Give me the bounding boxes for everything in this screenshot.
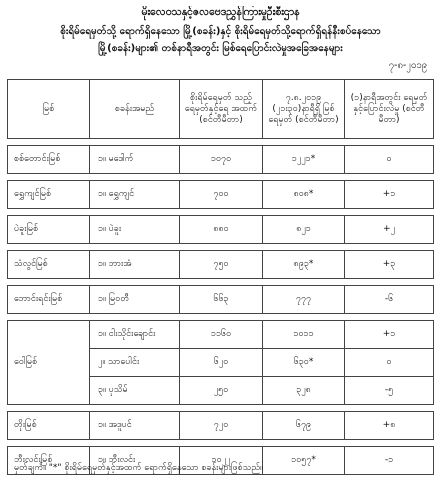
water-level-value: ၈၀၈* — [263, 181, 345, 209]
river-name: ဝေါမြစ် — [8, 321, 90, 405]
danger-level-value: ၇၅၀ — [180, 251, 263, 279]
river-name: ဘီးလင်းမြစ် — [8, 447, 90, 475]
col-header-station: စခန်းအမည် — [90, 80, 180, 139]
water-level-value: ၁၀၅၇* — [263, 447, 345, 475]
header-line-1: မိုးလေဝသနှင့်ဇလဗေဒညွှန်ကြားမှုဦးစီးဌာန — [141, 6, 300, 18]
station-name: ၂။ သာပေါင်း — [90, 349, 180, 377]
station-name: ၁။ ပဲခူး — [90, 216, 180, 244]
water-level-value: ၆၃၀* — [263, 349, 345, 377]
table-row — [8, 286, 434, 314]
col-header-river: မြစ် — [8, 80, 90, 139]
hourly-change-value: +၁ — [345, 321, 434, 349]
danger-level-value: ၆၂၀ — [180, 349, 263, 377]
water-level-value: ၈၉၃* — [263, 251, 345, 279]
station-name: ၁။ ရွှေကျင် — [90, 181, 180, 209]
danger-level-value: ၂၅၀ — [180, 377, 263, 405]
row-spacer — [8, 405, 434, 412]
row-spacer — [8, 139, 434, 146]
report-date: ၇-၈-၂၀၁၉ — [388, 60, 427, 71]
spacer-cell — [8, 440, 434, 447]
danger-level-value: ၁၁၆၀ — [180, 321, 263, 349]
table-header-row — [8, 80, 434, 139]
footnote: မှတ်ချက်။ "*" စိုးရိမ်ရေမှတ်နှင့်အထက် ရောက်ရှိနေသော စခန်းများဖြစ်သည်။ — [14, 463, 263, 473]
station-name: ၃။ ပုသိမ် — [90, 377, 180, 405]
row-spacer — [8, 279, 434, 286]
table-row — [8, 412, 434, 440]
spacer-cell — [8, 314, 434, 321]
station-name: ၁။ အဒူပင် — [90, 412, 180, 440]
river-name: ပဲခူးမြစ် — [8, 216, 90, 244]
river-name: သံလွင်မြစ် — [8, 251, 90, 279]
col-header-danger-level: စိုးရိမ်ရေမှတ် သည့်ရေမှတ်နှင့်ရေ အထက် (စင်တီမီတာ) — [180, 80, 263, 139]
table-row — [8, 146, 434, 174]
spacer-cell — [8, 279, 434, 286]
row-spacer — [8, 209, 434, 216]
water-level-value: ၈၂၁ — [263, 216, 345, 244]
hourly-change-value: +၂ — [345, 216, 434, 244]
station-name: ၁။ ဘားအံ — [90, 251, 180, 279]
spacer-cell — [8, 209, 434, 216]
col-header-hourly-change: (၁)နာရီအတွင်း ရေမှတ်နှင့်ပြောင်းလဲမှု (စင်တီမီတာ) — [345, 80, 434, 139]
danger-level-value: ၁၀၂၂ — [180, 447, 263, 475]
row-spacer — [8, 174, 434, 181]
station-name: ၁။ ဘီးလင်း — [90, 447, 180, 475]
hourly-change-value: -၆ — [345, 286, 434, 314]
table-row — [8, 181, 434, 209]
hourly-change-value: +၈ — [345, 412, 434, 440]
danger-level-value: ၇၀၀ — [180, 181, 263, 209]
river-name: တိုးမြစ် — [8, 412, 90, 440]
hourly-change-value: ၀ — [345, 146, 434, 174]
table-row — [8, 321, 434, 349]
hourly-change-value: -၁ — [345, 447, 434, 475]
row-spacer — [8, 314, 434, 321]
spacer-cell — [8, 174, 434, 181]
water-level-value: ၁၂၂၁* — [263, 146, 345, 174]
header-line-2: စိုးရိမ်ရေမှတ်သို့ ရောက်ရှိနေသော မြို့(စခန်း)နှင့် စိုးရိမ်ရေမှတ်သို့ရောက်ရှိရန်နီးစပ်နေသော — [60, 26, 381, 37]
hourly-change-value: ၀ — [345, 349, 434, 377]
water-level-value: ၆၇၉ — [263, 412, 345, 440]
danger-level-value: ၁၀၇၀ — [180, 146, 263, 174]
hourly-change-value: -၅ — [345, 377, 434, 405]
river-name: ဘောင်းရင်းမြစ် — [8, 286, 90, 314]
river-level-table — [7, 79, 434, 475]
table-row — [8, 216, 434, 244]
row-spacer — [8, 440, 434, 447]
hourly-change-value: +၁ — [345, 181, 434, 209]
danger-level-value: ၇၂၀ — [180, 412, 263, 440]
danger-level-value: ၆၆၃ — [180, 286, 263, 314]
river-name: စစ်တောင်းမြစ် — [8, 146, 90, 174]
station-name: ၁။ ငါးသိုင်းချောင်း — [90, 321, 180, 349]
table-row — [8, 251, 434, 279]
station-name: ၁။ မြဝတီ — [90, 286, 180, 314]
header-line-3: မြို့(စခန်း)များ၏ တစ်နာရီအတွင်း မြစ်ရေပြောင်းလဲမှုအခြေအနေများ — [98, 43, 343, 54]
water-level-value: ၃၂၈ — [263, 377, 345, 405]
hourly-change-value: +၃ — [345, 251, 434, 279]
water-level-value: ၁၀၁၁ — [263, 321, 345, 349]
danger-level-value: ၈၈၀ — [180, 216, 263, 244]
water-level-value: ၇၇၇ — [263, 286, 345, 314]
spacer-cell — [8, 405, 434, 412]
table-body — [8, 139, 434, 475]
col-header-water-level: ၇.၈.၂၀၁၉ (၂၁း၃၀)နာရီရှိ မြစ်ရေမှတ် (စင်တီမီတာ) — [263, 80, 345, 139]
spacer-cell — [8, 139, 434, 146]
river-name: ရွှေကျင်မြစ် — [8, 181, 90, 209]
spacer-cell — [8, 244, 434, 251]
station-name: ၁။ မဒေါက် — [90, 146, 180, 174]
row-spacer — [8, 244, 434, 251]
